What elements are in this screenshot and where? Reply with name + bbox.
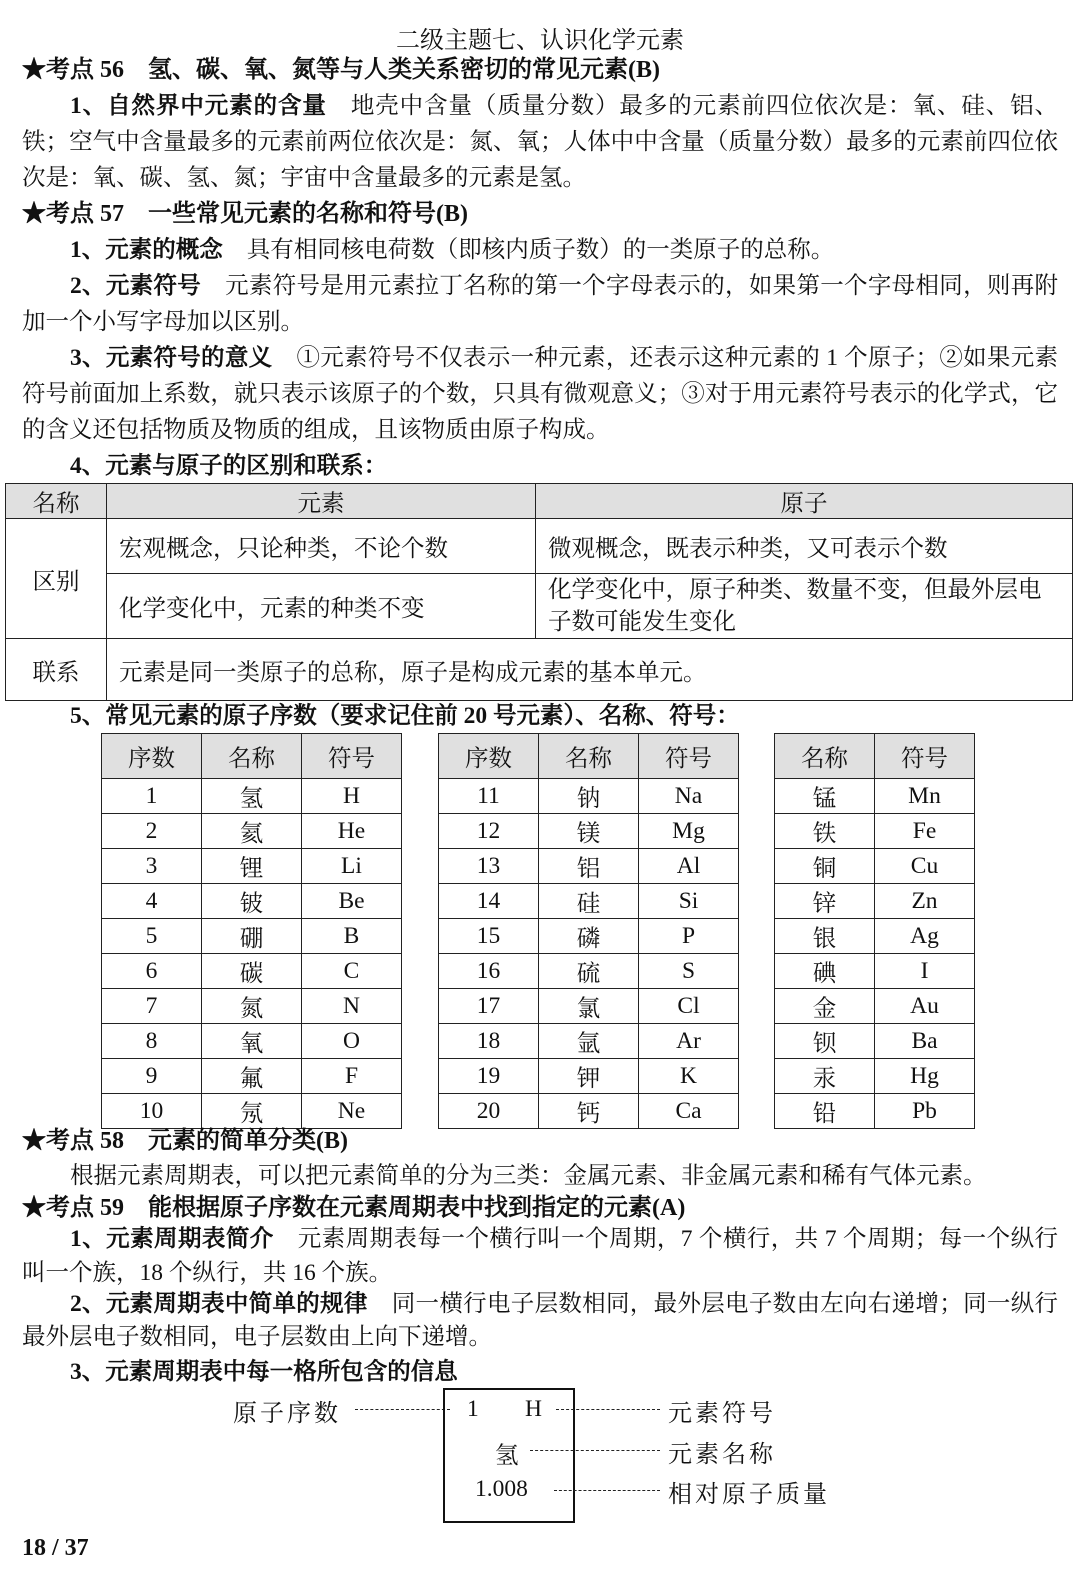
table-row — [102, 814, 402, 849]
table-cell: 氢 — [202, 779, 302, 814]
table-cell: 4 — [102, 884, 202, 919]
paragraph-text: 元素符号是用元素拉丁名称的第一个字母表示的，如果第一个字母相同，则再附加一个小写字母加以区别。 — [22, 273, 1059, 335]
table-cell: O — [302, 1024, 402, 1059]
leader-line — [556, 1409, 660, 1410]
table-row — [775, 919, 975, 954]
label-element-name: 元素名称 — [668, 1442, 776, 1468]
section-heading-56: ★考点 56 氢、碳、氧、氮等与人类关系密切的常见元素(B) — [22, 57, 660, 83]
paragraph-periodic-intro — [22, 1222, 1058, 1290]
table-row — [439, 1094, 739, 1129]
cell-symbol: H — [525, 1396, 542, 1422]
table-cell: K — [639, 1059, 739, 1094]
paragraph-text: 同一横行电子层数相同，最外层电子数由左向右递增；同一纵行最外层电子数相同，电子层数由上向下递增。 — [22, 1291, 1059, 1350]
cell-mass: 1.008 — [475, 1476, 528, 1502]
table-cell: 化学变化中，元素的种类不变 — [107, 574, 536, 639]
table-row — [775, 849, 975, 884]
column-header: 名称 — [775, 734, 875, 779]
table-cell: 20 — [439, 1094, 539, 1129]
table-cell: H — [302, 779, 402, 814]
table-cell: C — [302, 954, 402, 989]
cell-number: 1 — [467, 1396, 479, 1422]
table-cell: Mg — [639, 814, 739, 849]
table-cell: 10 — [102, 1094, 202, 1129]
table-cell: Mn — [875, 779, 975, 814]
table-cell: 5 — [102, 919, 202, 954]
subheading-cell-info: 3、元素周期表中每一格所包含的信息 — [70, 1359, 458, 1385]
table-cell: 钙 — [539, 1094, 639, 1129]
table-cell: 7 — [102, 989, 202, 1024]
leader-line — [554, 1490, 660, 1491]
table-cell: 铝 — [539, 849, 639, 884]
table-row — [775, 1059, 975, 1094]
table-cell: 元素是同一类原子的总称，原子是构成元素的基本单元。 — [107, 639, 1073, 701]
table-row — [775, 989, 975, 1024]
table-row — [439, 989, 739, 1024]
paragraph-text: ①元素符号不仅表示一种元素，还表示这种元素的 1 个原子；②如果元素符号前面加上系数，就只表示该原子的个数，只具有微观意义；③对于用元素符号表示的化学式，它的含义还包括物质及物质的组成，且该物质由原子构成。 — [22, 345, 1059, 443]
paragraph-label: 2、元素周期表中简单的规律 — [70, 1291, 368, 1317]
watermark-logo — [4, 1538, 9, 1561]
elements-table-11-20 — [438, 733, 739, 1129]
table-cell: F — [302, 1059, 402, 1094]
table-cell: 12 — [439, 814, 539, 849]
column-header: 符号 — [639, 734, 739, 779]
table-cell: S — [639, 954, 739, 989]
paragraph-label: 1、元素周期表简介 — [70, 1226, 274, 1252]
table-cell: 11 — [439, 779, 539, 814]
column-header: 符号 — [302, 734, 402, 779]
table-cell: Ca — [639, 1094, 739, 1129]
leader-line — [355, 1409, 450, 1410]
paragraph-label: 1、元素的概念 — [70, 237, 223, 263]
table-cell: 6 — [102, 954, 202, 989]
paragraph-text: 地壳中含量（质量分数）最多的元素前四位依次是：氧、硅、铝、铁；空气中含量最多的元素前两位依次是：氮、氧；人体中中含量（质量分数）最多的元素前四位依次是：氧、碳、氢、氮；宇宙中含量最多的元素是氢。 — [22, 93, 1059, 191]
header-name: 名称 — [6, 484, 107, 519]
page-number: 18 / 37 — [22, 1535, 89, 1561]
paragraph-classification: 根据元素周期表，可以把元素简单的分为三类：金属元素、非金属元素和稀有气体元素。 — [70, 1163, 987, 1189]
header-atom: 原子 — [536, 484, 1073, 519]
table-cell: Pb — [875, 1094, 975, 1129]
column-header: 符号 — [875, 734, 975, 779]
table-row — [102, 849, 402, 884]
table-cell: N — [302, 989, 402, 1024]
table-cell: 1 — [102, 779, 202, 814]
table-row — [102, 989, 402, 1024]
table-cell: 银 — [775, 919, 875, 954]
table-cell: He — [302, 814, 402, 849]
table-cell: Li — [302, 849, 402, 884]
row-label-relation: 联系 — [6, 639, 107, 701]
table-cell: 氧 — [202, 1024, 302, 1059]
paragraph-element-symbol — [22, 268, 1058, 340]
label-atomic-number: 原子序数 — [233, 1401, 341, 1427]
table-cell: 15 — [439, 919, 539, 954]
table-cell: 汞 — [775, 1059, 875, 1094]
table-cell: 钠 — [539, 779, 639, 814]
table-cell: Fe — [875, 814, 975, 849]
paragraph-element-content — [22, 88, 1058, 196]
table-cell: 硼 — [202, 919, 302, 954]
table-cell: 氩 — [539, 1024, 639, 1059]
paragraph-label: 2、元素符号 — [70, 273, 202, 299]
table-cell: 钡 — [775, 1024, 875, 1059]
table-cell: 氦 — [202, 814, 302, 849]
table-cell: 宏观概念，只论种类，不论个数 — [107, 519, 536, 574]
table-row — [775, 1024, 975, 1059]
table-cell: 锂 — [202, 849, 302, 884]
table-row — [439, 1024, 739, 1059]
subheading-element-vs-atom: 4、元素与原子的区别和联系： — [70, 453, 388, 479]
table-cell: Na — [639, 779, 739, 814]
leader-line — [530, 1450, 660, 1451]
table-cell: 化学变化中，原子种类、数量不变，但最外层电子数可能发生变化 — [536, 574, 1073, 639]
elements-table-other — [774, 733, 975, 1129]
column-header: 名称 — [202, 734, 302, 779]
table-cell: Zn — [875, 884, 975, 919]
table-cell: Ag — [875, 919, 975, 954]
table-row — [439, 814, 739, 849]
table-cell: Al — [639, 849, 739, 884]
table-cell: 13 — [439, 849, 539, 884]
table-cell: 镁 — [539, 814, 639, 849]
table-cell: Ar — [639, 1024, 739, 1059]
table-cell: 8 — [102, 1024, 202, 1059]
table-cell: Si — [639, 884, 739, 919]
table-row — [439, 1059, 739, 1094]
table-row — [775, 954, 975, 989]
table-cell: 3 — [102, 849, 202, 884]
table-cell: Cu — [875, 849, 975, 884]
subheading-common-elements: 5、常见元素的原子序数（要求记住前 20 号元素）、名称、符号： — [70, 703, 740, 729]
table-row — [102, 884, 402, 919]
table-cell: 硅 — [539, 884, 639, 919]
page-title: 二级主题七、认识化学元素 — [396, 28, 684, 54]
table-cell: 14 — [439, 884, 539, 919]
table-row — [102, 919, 402, 954]
header-element: 元素 — [107, 484, 536, 519]
table-cell: 19 — [439, 1059, 539, 1094]
table-cell: 碘 — [775, 954, 875, 989]
table-cell: Cl — [639, 989, 739, 1024]
label-atomic-mass: 相对原子质量 — [668, 1482, 830, 1508]
table-cell: 铍 — [202, 884, 302, 919]
table-cell: 9 — [102, 1059, 202, 1094]
cell-name: 氢 — [495, 1443, 519, 1469]
paragraph-periodic-rules — [22, 1288, 1058, 1354]
paragraph-label: 3、元素符号的意义 — [70, 345, 273, 371]
table-cell: Ne — [302, 1094, 402, 1129]
column-header: 序数 — [439, 734, 539, 779]
table-row — [775, 814, 975, 849]
table-cell: 磷 — [539, 919, 639, 954]
table-cell: 硫 — [539, 954, 639, 989]
table-cell: 碳 — [202, 954, 302, 989]
table-cell: 金 — [775, 989, 875, 1024]
table-cell: 17 — [439, 989, 539, 1024]
table-cell: 氟 — [202, 1059, 302, 1094]
table-cell: 铁 — [775, 814, 875, 849]
table-row — [775, 884, 975, 919]
table-cell: 16 — [439, 954, 539, 989]
table-cell: 铅 — [775, 1094, 875, 1129]
section-heading-58: ★考点 58 元素的简单分类(B) — [22, 1128, 348, 1154]
table-row — [102, 954, 402, 989]
paragraph-element-concept — [22, 232, 1058, 268]
table-cell: 微观概念，既表示种类，又可表示个数 — [536, 519, 1073, 574]
table-cell: I — [875, 954, 975, 989]
element-atom-comparison-table — [5, 483, 1073, 701]
table-cell: Hg — [875, 1059, 975, 1094]
table-cell: 锰 — [775, 779, 875, 814]
table-row — [102, 779, 402, 814]
table-row — [439, 849, 739, 884]
paragraph-text: 具有相同核电荷数（即核内质子数）的一类原子的总称。 — [246, 237, 835, 263]
table-row — [439, 884, 739, 919]
table-cell: 18 — [439, 1024, 539, 1059]
paragraph-text: 元素周期表每一个横行叫一个周期，7 个横行，共 7 个周期；每一个纵行叫一个族，18 个纵行，共 16 个族。 — [22, 1226, 1059, 1286]
paragraph-symbol-meaning — [22, 340, 1058, 448]
section-heading-59: ★考点 59 能根据原子序数在元素周期表中找到指定的元素(A) — [22, 1195, 686, 1221]
table-row — [775, 779, 975, 814]
table-row — [775, 1094, 975, 1129]
table-cell: B — [302, 919, 402, 954]
table-cell: Au — [875, 989, 975, 1024]
table-row — [439, 919, 739, 954]
label-element-symbol: 元素符号 — [668, 1401, 776, 1427]
elements-table-1-10 — [101, 733, 402, 1129]
table-row — [439, 954, 739, 989]
table-cell: Be — [302, 884, 402, 919]
table-cell: 钾 — [539, 1059, 639, 1094]
table-cell: 2 — [102, 814, 202, 849]
section-heading-57: ★考点 57 一些常见元素的名称和符号(B) — [22, 201, 468, 227]
table-row — [439, 779, 739, 814]
table-cell: 铜 — [775, 849, 875, 884]
table-cell: P — [639, 919, 739, 954]
table-cell: Ba — [875, 1024, 975, 1059]
row-label-difference: 区别 — [6, 519, 107, 639]
table-cell: 氮 — [202, 989, 302, 1024]
table-cell: 氖 — [202, 1094, 302, 1129]
column-header: 名称 — [539, 734, 639, 779]
paragraph-label: 1、自然界中元素的含量 — [70, 93, 327, 119]
table-cell: 锌 — [775, 884, 875, 919]
table-cell: 氯 — [539, 989, 639, 1024]
table-row — [102, 1024, 402, 1059]
table-row — [102, 1059, 402, 1094]
column-header: 序数 — [102, 734, 202, 779]
